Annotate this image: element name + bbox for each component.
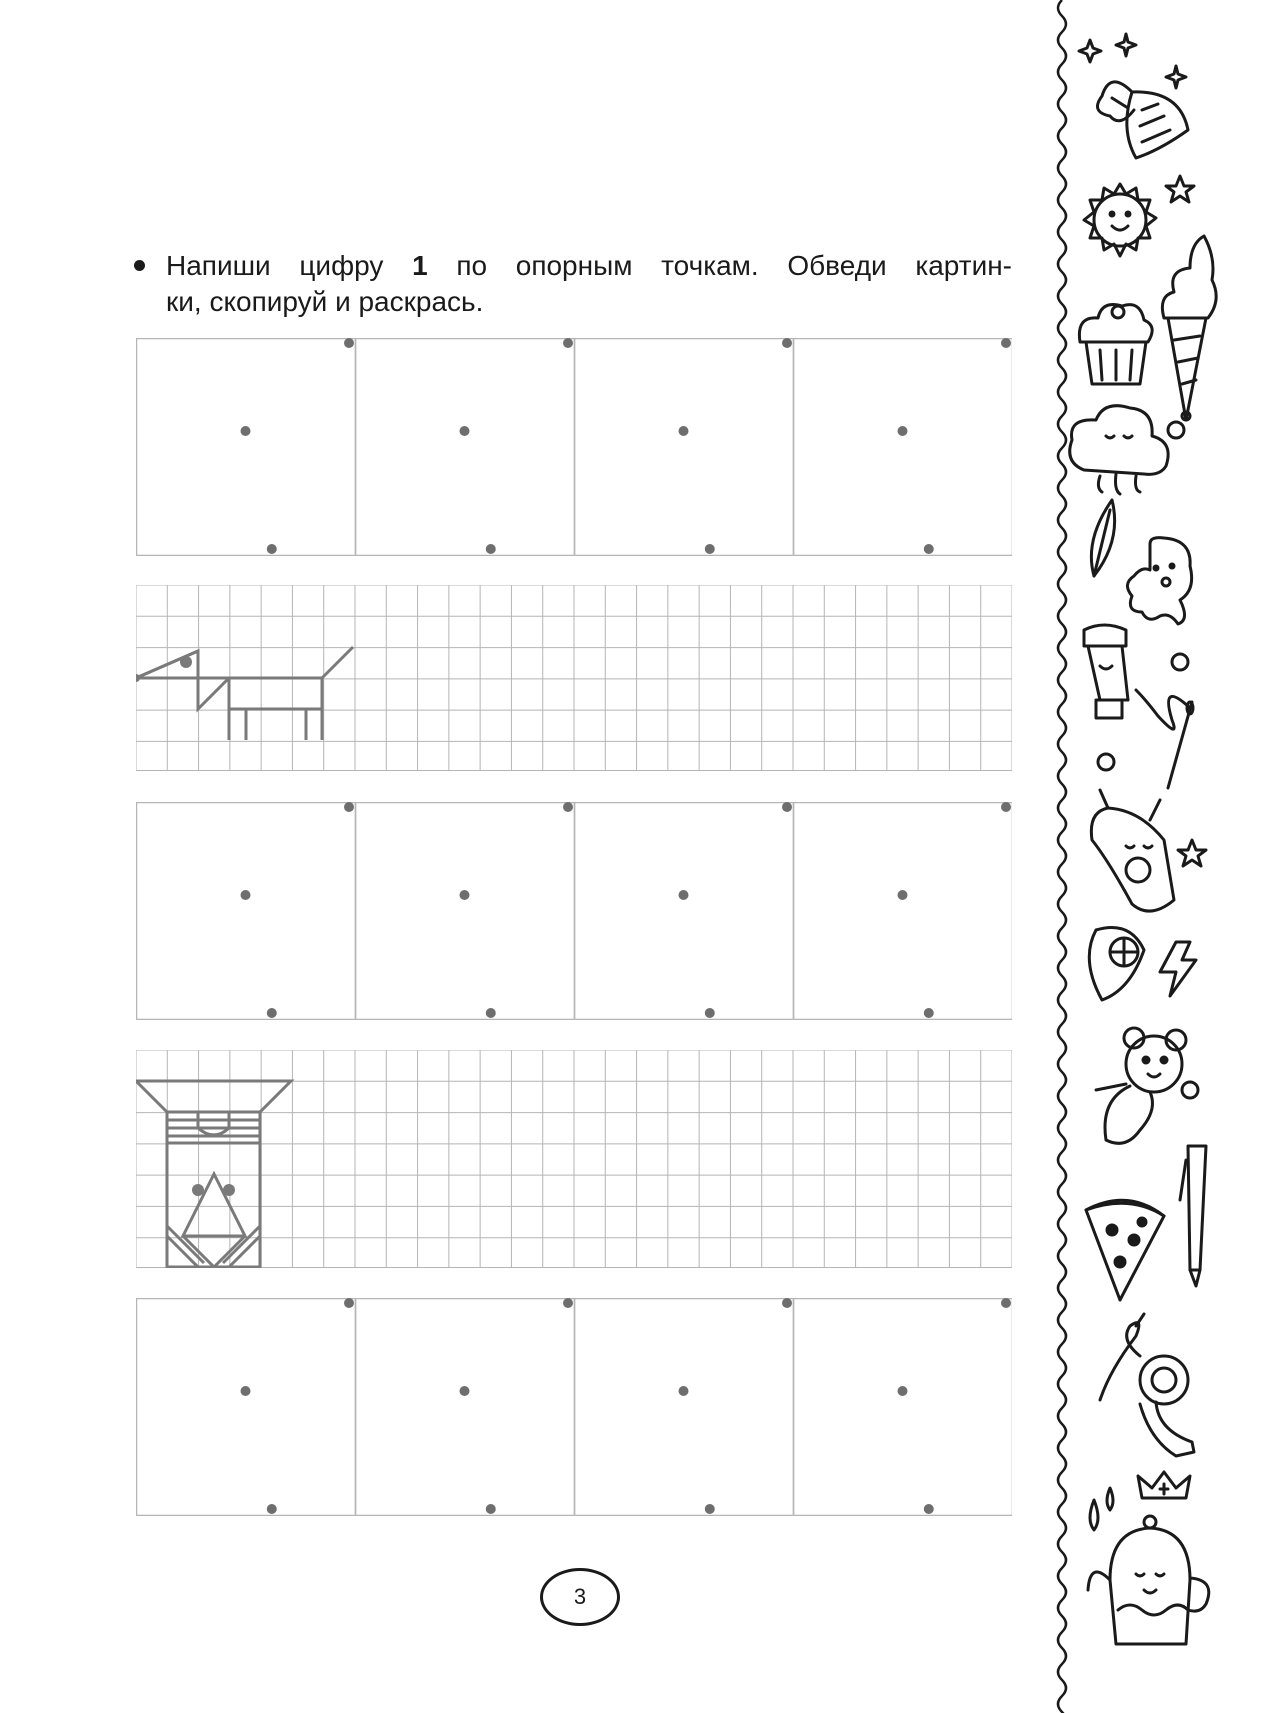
drops-icon bbox=[1090, 1488, 1113, 1530]
guide-dot bbox=[241, 1386, 251, 1396]
writing-box[interactable] bbox=[575, 339, 794, 556]
guide-dot bbox=[924, 544, 934, 554]
guide-dot bbox=[782, 802, 792, 812]
writing-box[interactable] bbox=[137, 339, 356, 556]
dog-eye bbox=[180, 656, 192, 668]
guide-dot bbox=[705, 1008, 715, 1018]
guide-dot bbox=[241, 426, 251, 436]
instruction-before: Напиши цифру bbox=[166, 250, 413, 281]
guide-dot bbox=[924, 1504, 934, 1514]
writing-box[interactable] bbox=[794, 339, 1013, 556]
writing-box[interactable] bbox=[794, 803, 1013, 1020]
guide-dot bbox=[705, 1504, 715, 1514]
needle-thread-icon bbox=[1098, 654, 1193, 788]
writing-boxes[interactable] bbox=[136, 1298, 1012, 1516]
guide-dot bbox=[898, 890, 908, 900]
guide-dot bbox=[267, 544, 277, 554]
beet-icon bbox=[1098, 82, 1189, 158]
guide-dot bbox=[486, 1008, 496, 1018]
guide-dot bbox=[563, 338, 573, 348]
guide-dot bbox=[898, 1386, 908, 1396]
lemon-icon bbox=[1089, 928, 1144, 1001]
copy-grid-figure[interactable] bbox=[136, 1050, 1012, 1268]
writing-box[interactable] bbox=[137, 1299, 356, 1516]
guide-dot bbox=[267, 1008, 277, 1018]
leaf-icon bbox=[1091, 500, 1114, 576]
writing-box[interactable] bbox=[794, 1299, 1013, 1516]
guide-dot bbox=[241, 890, 251, 900]
guide-dot bbox=[563, 1298, 573, 1308]
sun-icon bbox=[1084, 184, 1156, 256]
paint-tube-icon bbox=[1084, 625, 1128, 718]
guide-dot bbox=[1001, 1298, 1011, 1308]
rocket-icon bbox=[1091, 790, 1206, 911]
guide-dot bbox=[486, 544, 496, 554]
instruction-after: по опорным точкам. Обведи картин- bbox=[427, 250, 1013, 281]
cloud-icon bbox=[1070, 406, 1190, 494]
guide-dot bbox=[267, 1504, 277, 1514]
writing-boxes-row-3[interactable] bbox=[136, 1298, 1012, 1516]
crown-icon bbox=[1138, 1472, 1190, 1498]
pizza-icon bbox=[1086, 1200, 1164, 1300]
guide-dot bbox=[679, 426, 689, 436]
teapot-icon bbox=[1088, 1516, 1209, 1644]
guide-dot bbox=[924, 1008, 934, 1018]
pen-icon bbox=[1180, 1146, 1206, 1286]
grid-lines bbox=[136, 1050, 1012, 1268]
figure-dot-left bbox=[192, 1184, 204, 1196]
instruction-line2: ки, скопируй и раскрась. bbox=[166, 286, 484, 317]
lightning-icon bbox=[1160, 942, 1196, 996]
star-icon bbox=[1166, 176, 1194, 202]
writing-box[interactable] bbox=[575, 803, 794, 1020]
cupcake-icon bbox=[1079, 305, 1152, 385]
sailor-figure bbox=[136, 1081, 291, 1267]
writing-box[interactable] bbox=[137, 803, 356, 1020]
guide-dot bbox=[679, 890, 689, 900]
teddy-bear-icon bbox=[1096, 1028, 1198, 1143]
instruction-text bbox=[136, 248, 1012, 320]
guide-dot bbox=[460, 1386, 470, 1396]
writing-boxes-row-2[interactable] bbox=[136, 802, 1012, 1020]
doodle-strip bbox=[1040, 0, 1270, 1713]
instruction-digit: 1 bbox=[412, 250, 428, 281]
writing-boxes[interactable] bbox=[136, 802, 1012, 1020]
guide-dot bbox=[898, 426, 908, 436]
guide-dot bbox=[679, 1386, 689, 1396]
guide-dot bbox=[486, 1504, 496, 1514]
guide-dot bbox=[344, 338, 354, 348]
writing-box[interactable] bbox=[356, 803, 575, 1020]
guide-dot bbox=[782, 338, 792, 348]
writing-boxes-row-1[interactable] bbox=[136, 338, 1012, 556]
hair-dryer-icon bbox=[1100, 1314, 1194, 1456]
writing-box[interactable] bbox=[575, 1299, 794, 1516]
bullet-icon bbox=[134, 260, 145, 271]
guide-dot bbox=[460, 890, 470, 900]
writing-box[interactable] bbox=[356, 339, 575, 556]
figure-dot-right bbox=[223, 1184, 235, 1196]
dog-figure bbox=[136, 647, 353, 740]
copy-grid-dog[interactable] bbox=[136, 585, 1012, 803]
grid-dog-svg[interactable] bbox=[136, 585, 1012, 771]
octopus-icon bbox=[1127, 538, 1191, 624]
guide-dot bbox=[344, 1298, 354, 1308]
wavy-border bbox=[1058, 0, 1066, 1713]
guide-dot bbox=[563, 802, 573, 812]
sparkle-icon bbox=[1079, 34, 1186, 88]
guide-dot bbox=[1001, 802, 1011, 812]
page-number: 3 bbox=[540, 1568, 620, 1626]
guide-dot bbox=[460, 426, 470, 436]
ice-cream-icon bbox=[1162, 236, 1216, 420]
guide-dot bbox=[782, 1298, 792, 1308]
guide-dot bbox=[705, 544, 715, 554]
guide-dot bbox=[1001, 338, 1011, 348]
grid-figure-svg[interactable] bbox=[136, 1050, 1012, 1268]
writing-boxes[interactable] bbox=[136, 338, 1012, 556]
guide-dot bbox=[344, 802, 354, 812]
writing-box[interactable] bbox=[356, 1299, 575, 1516]
